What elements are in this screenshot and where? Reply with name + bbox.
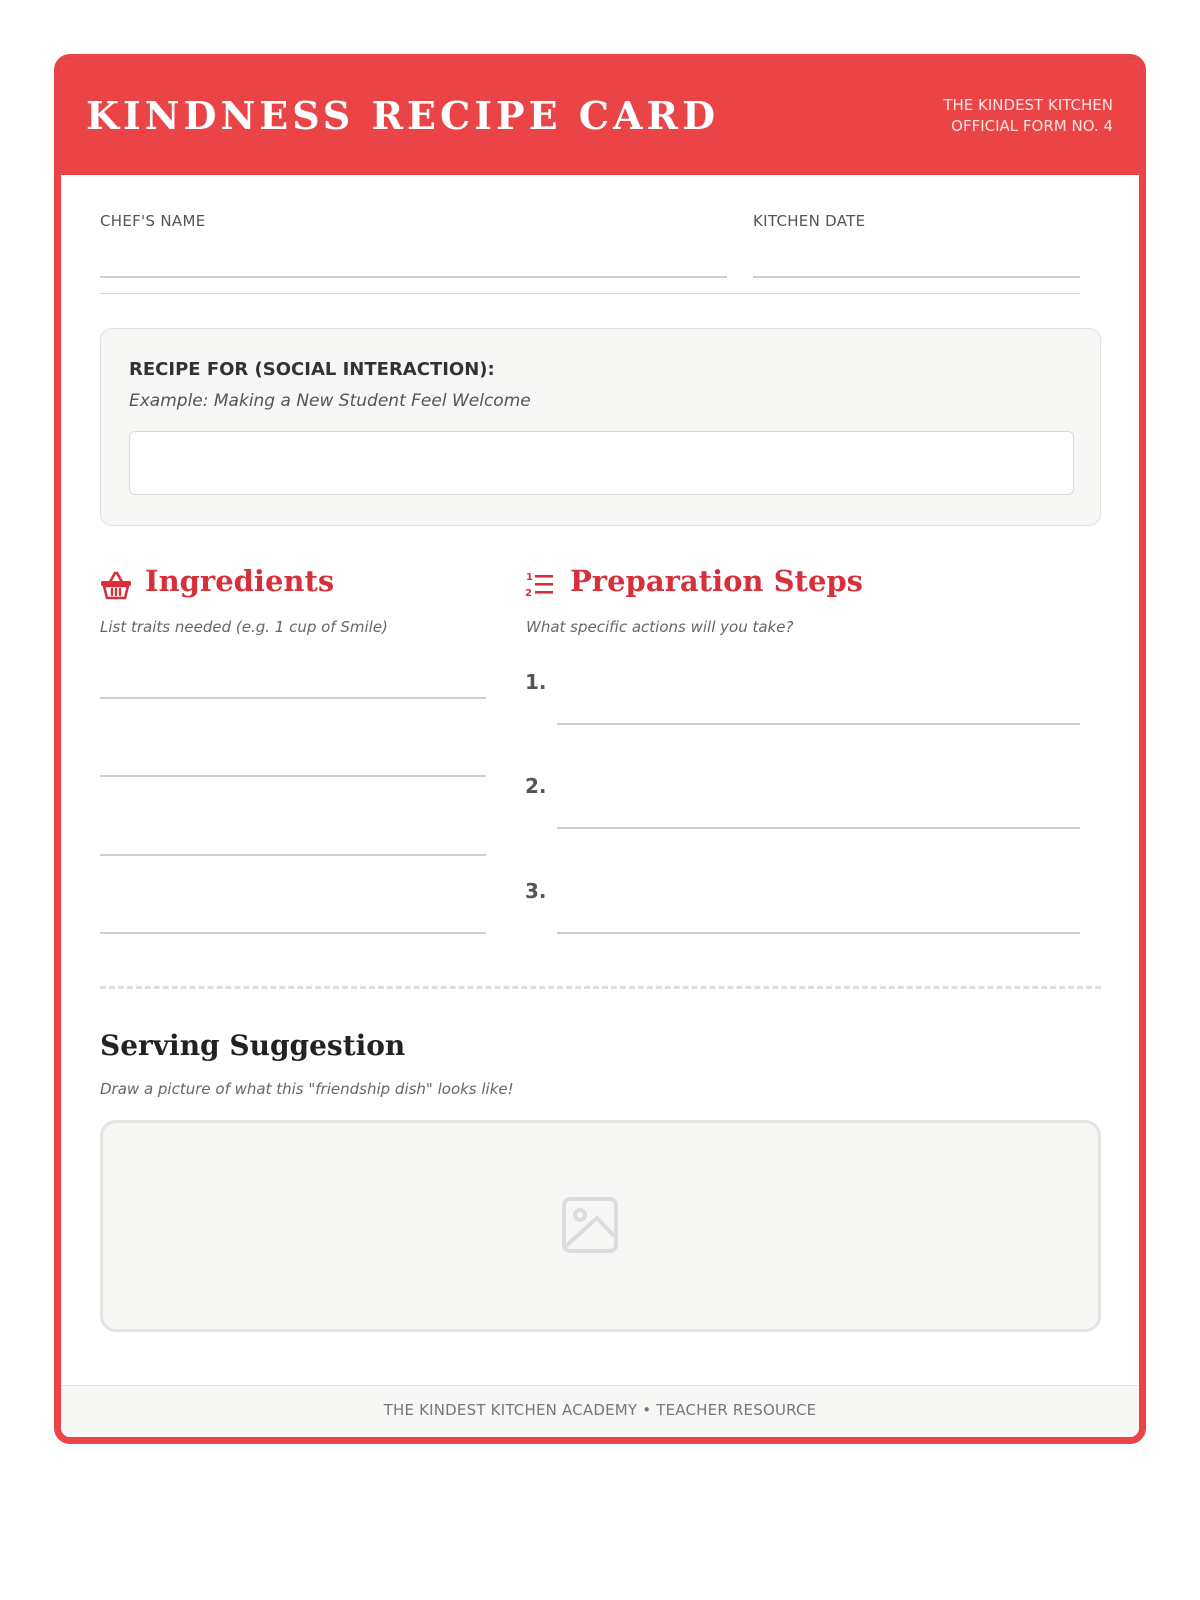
card-footer: THE KINDEST KITCHEN ACADEMY • TEACHER RESOURCE <box>61 1385 1139 1437</box>
form-number: OFFICIAL FORM NO. 4 <box>951 117 1113 135</box>
org-name: THE KINDEST KITCHEN <box>943 96 1113 114</box>
preparation-steps-hint: What specific actions will you take? <box>526 618 794 636</box>
step-line-1[interactable] <box>557 723 1080 725</box>
step-number-2: 2. <box>525 774 547 798</box>
step-line-3[interactable] <box>557 932 1080 934</box>
ingredients-hint: List traits needed (e.g. 1 cup of Smile) <box>100 618 388 636</box>
header-meta <box>943 95 1113 137</box>
step-line-2[interactable] <box>557 827 1080 829</box>
recipe-card <box>54 54 1146 1444</box>
divider <box>100 293 1080 294</box>
basket-icon <box>100 570 132 600</box>
ingredients-title: Ingredients <box>145 564 335 598</box>
ingredient-line-4[interactable] <box>100 932 486 934</box>
svg-text:2: 2 <box>525 588 532 599</box>
serving-suggestion-title: Serving Suggestion <box>100 1029 406 1062</box>
step-number-1: 1. <box>525 670 547 694</box>
recipe-for-box <box>100 328 1101 526</box>
ingredient-line-2[interactable] <box>100 775 486 777</box>
numbered-list-icon <box>525 569 555 599</box>
recipe-for-label: RECIPE FOR (SOCIAL INTERACTION): <box>129 359 495 380</box>
ingredient-line-1[interactable] <box>100 697 486 699</box>
preparation-steps-title: Preparation Steps <box>570 564 864 598</box>
step-number-3: 3. <box>525 879 547 903</box>
svg-text:1: 1 <box>526 572 533 583</box>
serving-suggestion-hint: Draw a picture of what this "friendship dish" looks like! <box>100 1080 514 1098</box>
ingredient-line-3[interactable] <box>100 854 486 856</box>
recipe-example: Example: Making a New Student Feel Welcome <box>129 391 531 411</box>
kitchen-date-label: KITCHEN DATE <box>753 212 866 230</box>
kitchen-date-field[interactable] <box>753 276 1080 278</box>
recipe-for-input[interactable] <box>129 431 1074 495</box>
drawing-area[interactable] <box>100 1120 1101 1332</box>
card-title: KINDNESS RECIPE CARD <box>86 93 720 138</box>
card-header <box>61 61 1139 175</box>
chef-name-field[interactable] <box>100 276 727 278</box>
chef-name-label: CHEF'S NAME <box>100 212 206 230</box>
section-divider <box>100 986 1101 989</box>
image-icon <box>561 1196 619 1254</box>
